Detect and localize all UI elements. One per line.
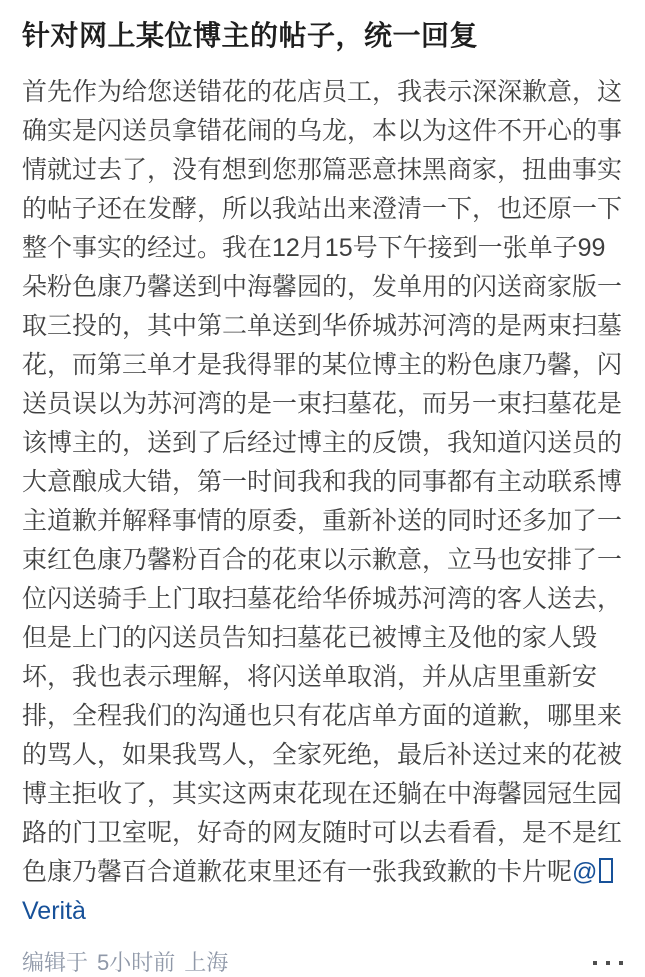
- edit-location: 上海: [184, 950, 229, 976]
- mention-at-symbol: @: [572, 858, 598, 887]
- mention-username: Verità: [22, 897, 86, 926]
- edit-meta: [22, 949, 228, 977]
- post-body-text: 首先作为给您送错花的花店员工，我表示深深歉意，这确实是闪送员拿错花闹的乌龙，本以为这件不开心的事情就过去了，没有想到您那篇恶意抹黑商家，扭曲事实的帖子还在发酵，所以我站出来澄清一下，也还原一下整个事实的经过。我在12月15号下午接到一张单子99朵粉色康乃馨送到中海馨园的，发单用的闪送商家版一取三投的，其中第二单送到华侨城苏河湾的是两束扫墓花，而第三单才是我得罪的某位博主的粉色康乃馨，闪送员误以为苏河湾的是一束扫墓花，而另一束扫墓花是该博主的，送到了后经过博主的反馈，我知道闪送员的大意酿成大错，第一时间我和我的同事都有主动联系博主道歉并解释事情的原委，重新补送的同时还多加了一束红色康乃馨粉百合的花束以示歉意，立马也安排了一位闪送骑手上门取扫墓花给华侨城苏河湾的客人送去，但是上门的闪送员告知扫墓花已被博主及他的家人毁坏，我也表示理解，将闪送单取消，并从店里重新安排，全程我们的沟通也只有花店单方面的道歉，哪里来的骂人，如果我骂人，全家死绝，最后补送过来的花被博主拒收了，其实这两束花现在还躺在中海馨园冠生园路的门卫室呢，好奇的网友随时可以去看看，是不是红色康乃馨百合道歉花束里还有一张我致歉的卡片呢: [22, 78, 623, 887]
- post-footer: [22, 949, 625, 977]
- more-options-button[interactable]: [591, 953, 625, 973]
- missing-glyph-box-icon: [599, 858, 613, 883]
- edited-label: 编辑于: [22, 950, 89, 976]
- post-body: [22, 73, 625, 931]
- ellipsis-icon: [593, 961, 597, 965]
- post-title: 针对网上某位博主的帖子，统一回复: [22, 20, 479, 51]
- ellipsis-icon: [619, 961, 623, 965]
- ellipsis-icon: [606, 961, 610, 965]
- edit-time: 5小时前: [97, 950, 176, 976]
